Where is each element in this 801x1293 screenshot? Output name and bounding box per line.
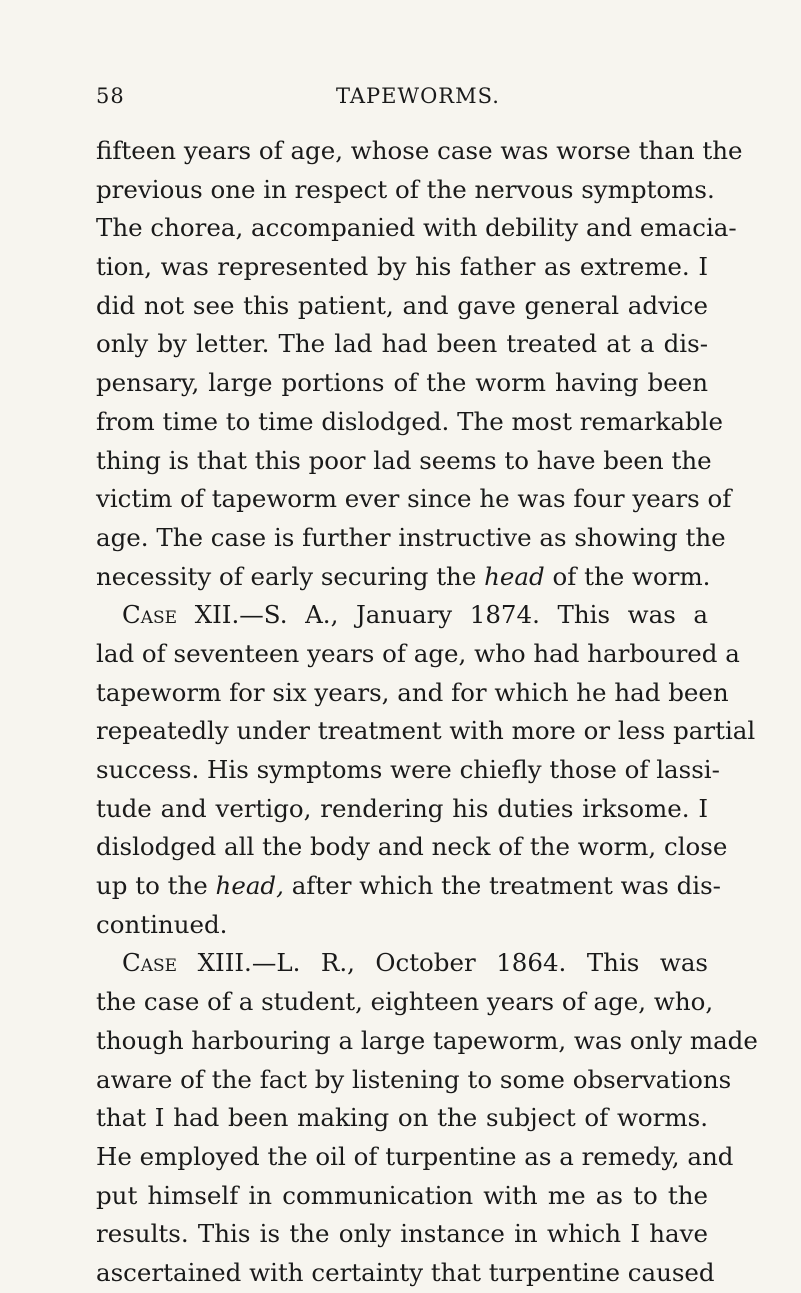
page-number: 58 [96, 84, 125, 108]
text-line: thing is that this poor lad seems to have been the [96, 445, 712, 475]
text-line: previous one in respect of the nervous symptoms. [96, 174, 715, 204]
text-line: victim of tapeworm ever since he was four years of [96, 484, 732, 514]
text-line: fifteen years of age, whose case was worse than the [96, 136, 743, 165]
italic-word: head, [215, 871, 284, 901]
page-header [96, 84, 706, 114]
text-line: the case of a student, eighteen years of age, who, [96, 987, 714, 1017]
text-line [96, 867, 721, 906]
case-label: Case XIII. [122, 948, 252, 978]
case-heading-line [96, 596, 708, 635]
text-line: success. His symptoms were chiefly those of lassi- [96, 755, 720, 784]
text-line: put himself in communication with me as to the [96, 1180, 708, 1210]
text-segment: after which the treatment was dis- [283, 871, 721, 901]
text-line: tapeworm for six years, and for which he had been [96, 677, 729, 707]
text-line: repeatedly under treatment with more or less partial [96, 716, 756, 746]
body-text [96, 132, 758, 1293]
text-line: He employed the oil of turpentine as a remedy, and [96, 1141, 734, 1171]
text-line: from time to time dislodged. The most remarkable [96, 406, 723, 436]
text-line: The chorea, accompanied with debility and emacia- [96, 213, 737, 243]
text-line: pensary, large portions of the worm having been [96, 368, 708, 398]
text-segment: —L. R., October 1864. This was [251, 948, 708, 978]
text-line: continued. [96, 909, 228, 939]
text-segment: up to the [96, 871, 216, 901]
text-line: that I had been making on the subject of worms. [96, 1103, 708, 1133]
running-head: TAPEWORMS. [336, 84, 500, 108]
text-segment: —S. A., January 1874. This was a [239, 600, 709, 630]
text-line: tude and vertigo, rendering his duties irksome. I [96, 793, 708, 823]
text-line: ascertained with certainty that turpentine caused [96, 1257, 715, 1287]
text-line: though harbouring a large tapeworm, was only made [96, 1025, 758, 1055]
text-line: dislodged all the body and neck of the worm, close [96, 832, 728, 862]
text-line: lad of seventeen years of age, who had harboured a [96, 638, 740, 668]
italic-word: head [484, 561, 545, 591]
text-line: did not see this patient, and gave general advice [96, 290, 708, 320]
text-line [96, 558, 711, 597]
case-heading-line [96, 944, 708, 983]
text-line: results. This is the only instance in which I have [96, 1219, 708, 1249]
text-line: tion, was represented by his father as extreme. I [96, 252, 708, 282]
text-segment: necessity of early securing the [96, 561, 485, 591]
text-segment: of the worm. [544, 561, 711, 591]
text-line: aware of the fact by listening to some observations [96, 1064, 732, 1094]
text-line: only by letter. The lad had been treated at a dis- [96, 329, 708, 359]
text-line: age. The case is further instructive as showing the [96, 522, 726, 552]
case-label: Case XII. [122, 600, 240, 630]
